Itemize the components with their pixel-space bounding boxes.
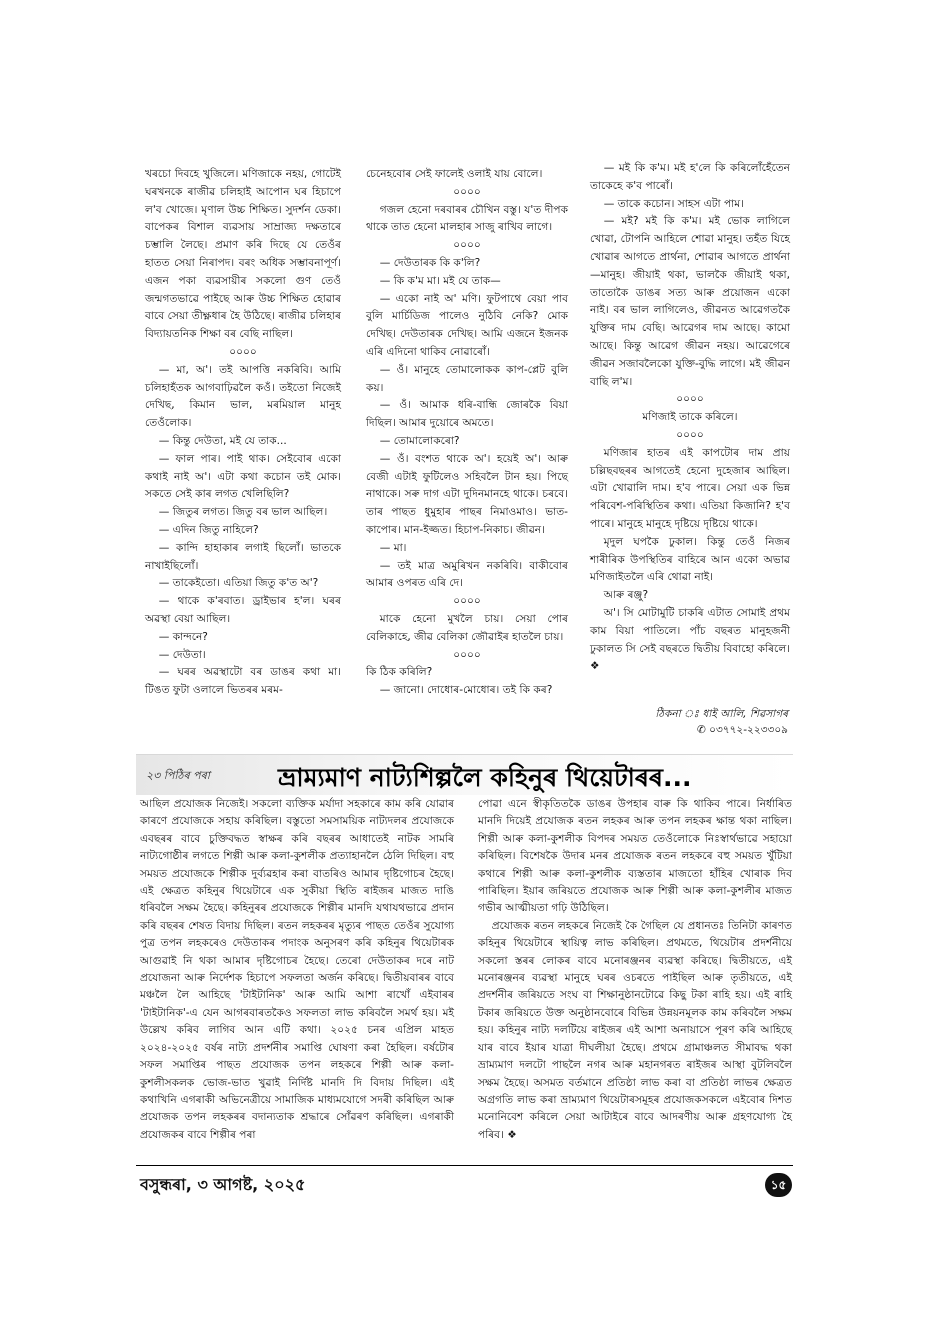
paragraph: আছিল প্ৰযোজক নিজেই। সকলো ব্যক্তিক মৰ্যাদা সহকাৰে কাম কৰি যোৱাৰ কাৰণে প্ৰযোজকে সহায় কৰিছিল। বস্তুতো সমসাময়িক নাট্যদলৰ প্ৰযোজকে এবছৰৰ বাবে চুক্তিবদ্ধত স্বাক্ষৰ কৰি বছৰৰ আধাতেই নাটক সামৰি নাট্যগোষ্ঠীৰ লগতে শিল্পী আৰু কলা-কুশলীক প্ৰত্যাহানলৈ ঠেলি দিছিল। বহু সময়ত প্ৰযোজকে শিল্পীক দুৰ্ব্যৱহাৰ কৰা বাতৰিও আমাৰ দৃষ্টিগোচৰ হৈছে। এই ক্ষেত্ৰত কহিনুৰ থিয়েটাৰে এক সুকীয়া স্থিতি ৰাইজৰ মাজত দাঙি ধৰিবলৈ সক্ষম হৈছে। কহিনুৰৰ প্ৰযোজকে শিল্পীৰ মানদি যথাযথভাৱে প্ৰদান কৰি বছৰৰ শেষত বিদায় দিছিল। ৰতন লহকৰৰ মৃত্যুৰ পাছত তেওঁৰ সুযোগ্য পুত্ৰ তপন লহকৰেও দেউতাকৰ পদাংক অনুসৰণ কৰি কহিনুৰ থিয়েটাৰক আগুৱাই নি থকা আমাৰ দৃষ্টিগোচৰ হৈছে। তেৰো দেউতাকৰ দৰে নাট প্ৰযোজনা আৰু নিৰ্দেশক হিচাপে সফলতা অৰ্জন কৰিছে। দ্বিতীয়বাৰৰ বাবে মঞ্চলৈ লৈ আহিছে 'টাইটানিক' আৰু আমি আশা ৰাখোঁ এইবাৰৰ 'টাইটানিক'-এ যেন আগৰবাৰতকৈও সফলতা লাভ কৰিবলৈ সমৰ্থ হয়। মই উল্লেখ কৰিব লাগিব আন এটি কথা। ২০২৫ চনৰ এপ্ৰিল মাহত ২০২৪-২০২৫ বৰ্ষৰ নাট্য প্ৰদৰ্শনীৰ সমাপ্তি ঘোষণা কৰা হৈছিল। বৰ্ষটোৰ সফল সমাপ্তিৰ পাছত প্ৰযোজক তপন লহকৰে শিল্পী আৰু কলা-কুশলীসকলক ভোজ-ভাত খুৱাই নিৰ্দিষ্ট মানদি দি বিদায় দিছিল। এই কথাখিনি এগৰাকী অভিনেত্ৰীয়ে সামাজিক মাধ্যমযোগে সদৰী কৰিছিল আৰু প্ৰযোজক তপন লহকৰৰ বদান্যতাক শ্ৰদ্ধাৰে সোঁৱৰণ কৰিছিল। এগৰাকী প্ৰযোজকৰ বাবে শিল্পীৰ পৰা [140,798,454,1141]
paragraph: অ'। সি মোটামুটি চাকৰি এটাত সোমাই প্ৰথম কাম বিয়া পাতিলে। পাঁচ বছৰত মানুহজনী ঢুকালত সি সেই বছৰতে দ্বিতীয় বিবাহো কৰিলে।❖ [590,606,790,673]
paragraph: — কি ক'ম মা। মই যে তাক— [379,274,501,287]
article-banner [136,754,793,795]
magazine-footer: বসুন্ধৰা, ৩ আগষ্ট, ২০২৫ [140,1175,306,1194]
paragraph: খৰচো দিবহে খুজিলে। মণিজাকে নহয়, গোটেই ঘৰখনকে ৰাজীৱ চলিহাই আপোন ঘৰ হিচাপে ল'ব খোজে। মৃণাল উচ্চ শিক্ষিত। সুদৰ্শন ডেকা। বাপেকৰ বিশাল ব্যৱসায় সাম্ৰাজ্য দক্ষতাৰে চম্ভালি লৈছে। প্ৰমাণ কৰি দিছে যে তেওঁৰ হাতত সেয়া নিৰাপদ। বৰং অধিক সম্ভাবনাপূৰ্ণ। এজন পকা ব্যৱসায়ীৰ সকলো গুণ তেওঁ জন্মগতভাৱে পাইছে আৰু উচ্চ শিক্ষিত হোৱাৰ বাবে সেয়া তীক্ষ্ণধাৰ হৈ উঠিছে। ৰাজীৱ চলিহাৰ বিদ্যায়তনিক শিক্ষা বৰ বেছি নাছিল। [145,168,341,341]
paragraph: — একো নাই অ' মণি। ফুটপাথে বেয়া পাব বুলি মাৰ্চিডিজ পালেও নুঠিবি নেকি? মোক দেখিছ। দেউতাৰক দেখিছ। আমি এজনে ইজনক এৰি এদিনো থাকিব নোৱাৰোঁ। [366,292,568,358]
paragraph: ০০০০ [676,393,704,406]
paragraph: পোৱা এনে স্বীকৃতিতকৈ ডাঙৰ উপহাৰ বাৰু কি থাকিব পাৰে। নিৰ্ধাৰিত মানদি দিয়েই প্ৰযোজক ৰতন লহকৰ আৰু তপন লহকৰ ক্ষান্ত থকা নাছিল। শিল্পী আৰু কলা-কুশলীক বিপদৰ সময়ত তেওঁলোকে নিঃস্বাৰ্থভাৱে সহায়ো কৰিছিল। বিশেষকৈ উদাৰ মনৰ প্ৰযোজক ৰতন লহকৰে বহু সময়ত খুঁটিয়া কথাৰে শিল্পী আৰু কলা-কুশলীক ব্যস্ততাৰ মাজতো হাঁহিৰ খোৰাক দিব পাৰিছিল। ইয়াৰ জৰিয়তে প্ৰযোজক আৰু শিল্পী আৰু কলা-কুশলীৰ মাজত গভীৰ আত্মীয়তা গঢ়ি উঠিছিল। [478,798,792,915]
paragraph: — ওঁ। মানুহে তোমালোকক কাপ-প্লেট বুলি কয়। [366,363,568,394]
article-column-1 [140,796,454,1144]
paragraph: — দেউতাৰক কি ক'লি? [379,256,481,269]
paragraph: — এদিন জিতু নাহিলে? [158,523,259,536]
paragraph: আৰু ৰঞ্জু? [603,589,649,602]
paragraph: — তই মাত্ৰ অমুৰিখন নকৰিবি। বাকীবোৰ আমাৰ ওপৰত এৰি দে। [366,559,568,590]
paragraph: মাকে হেনো মুখলৈ চায়। সেয়া পোৰ বেলিকাহে, জীৱ বেলিকা জৌৱাইৰ হাতলৈ চায়। [366,612,568,643]
paragraph: — কিন্তু দেউতা, মই যে তাক... [158,434,287,447]
article-column-2 [478,796,792,1144]
paragraph: ০০০০ [676,428,704,441]
paragraph: — জিতুৰ লগত। জিতু বৰ ভাল আছিল। [158,506,328,519]
page-number: ১৫ [765,1173,792,1197]
paragraph: — জানো। দোধোৰ-মোধোৰ। তই কি কৰ? [379,684,553,697]
paragraph: ০০০০ [453,239,481,252]
paragraph: — ঘৰৰ অৱস্থাটো বৰ ডাঙৰ কথা মা। টিঙত ফুটা ওলালে ভিতৰৰ মৰম- [145,666,341,697]
paragraph: — থাকে ক'ৰবাত। ড্ৰাইভাৰ হ'ল। ঘৰৰ অৱস্থা বেয়া আছিল। [145,595,341,625]
paragraph: মৃদুল ঘপকৈ ঢুকাল। কিন্তু তেওঁ নিজৰ শাৰীৰিক উপস্থিতিৰ বাহিৰে আন একো অভাৱ মণিজাইতলৈ এৰি থোৱা নাই। [590,535,790,584]
paragraph: — তোমালোকৰো? [379,434,460,447]
paragraph: চেনেহবোৰ সেই ফালেই ওলাই যায় বোলে। [366,168,543,180]
paragraph: প্ৰযোজক ৰতন লহকৰে নিজেই কৈ গৈছিল যে প্ৰধানতঃ তিনিটা কাৰণত কহিনুৰ থিয়েটাৰে স্থায়িত্ব লাভ কৰিছিল। প্ৰথমতে, থিয়েটাৰ প্ৰদৰ্শনীয়ে সকলো স্তৰৰ লোকৰ বাবে মনোৰঞ্জনৰ ব্যৱস্থা কৰিছে। দ্বিতীয়তে, এই মনোৰঞ্জনৰ ব্যৱস্থা মানুহে ঘৰৰ ওচৰতে পাইছিল আৰু তৃতীয়তে, এই প্ৰদৰ্শনীৰ জৰিয়তে সংঘ বা শিক্ষানুষ্ঠানটোৱে কিছু টকা ৰাহি হয়। এই ৰাহি টকাৰ জৰিয়তে উক্ত অনুষ্ঠানবোৰে বিভিন্ন উন্নয়নমূলক কাম কৰিবলৈ সক্ষম হয়। কহিনুৰ নাট্য দলটিয়ে ৰাইজৰ এই আশা অনায়াসে পূৰণ কৰি আহিছে যাৰ বাবে ইয়াৰ যাত্ৰা দীঘলীয়া হৈছে। প্ৰথমে গ্ৰামাঞ্চলত সীমাবদ্ধ থকা ভ্ৰাম্যমাণ দলটো পাছলৈ নগৰ আৰু মহানগৰত ৰাইজৰ আস্থা বুটলিবলৈ সক্ষম হৈছে। অসমত বৰ্তমানে প্ৰতিষ্ঠা লাভ কৰা বা প্ৰতিষ্ঠা লাভৰ ক্ষেত্ৰত অগ্ৰগতি লাভ কৰা ভ্ৰাম্যমাণ থিয়েটাৰসমূহৰ প্ৰযোজকসকলে এইবোৰ দিশত মনোনিবেশ কৰিলে সেয়া আটাইৰে বাবে আদৰণীয় আৰু গ্ৰহণযোগ্য হৈ পৰিব। ❖ [478,919,792,1141]
paragraph: — মা, অ'। তই আপত্তি নকৰিবি। আমি চলিহাহঁতক আগবাঢ়িৱলৈ কওঁ। তইতো নিজেই দেখিছ, কিমান ভাল, মৰমিয়াল মানুহ তেওঁলোক। [145,363,341,430]
author-address [590,706,788,738]
footer-divider [136,1165,793,1166]
paragraph: — মই? মই কি ক'ম। মই ভোক লাগিলে খোৱা, টোপনি আহিলে শোৱা মানুহ। তহঁত যিহে খোৱাৰ আগতে প্ৰাৰ্থনা, শোৱাৰ আগতে প্ৰাৰ্থনা—মানুহ। জীয়াই থকা, ভালকৈ জীয়াই থকা, তাতোকৈ ডাঙৰ সত্য আৰু প্ৰয়োজন একো নাই। বৰ ভাল লাগিলেও, জীৱনত আৱেগতকৈ যুক্তিৰ দাম বেছি। আৱেগৰ দাম আছে। কামো আছে। কিন্তু আৱেগ জীৱন নহয়। আৱেগেৰে জীৱন সজাবলৈকো যুক্তি-বুদ্ধি লাগে। মই জীৱন বাছি ল'ম। [590,215,790,388]
paragraph: — মই কি ক'ম। মই হ'লে কি কৰিলোঁহেঁতেন তাকেহে ক'ব পাৰোঁ। [590,162,790,192]
paragraph: — ওঁ। আমাক ধৰি-বান্ধি জোৰকৈ বিয়া দিছিল। আমাৰ দুয়োৰে অমতে। [366,399,568,430]
paragraph: — তাকে কচোন। সাহস এটা পাম। [603,197,744,210]
paragraph: — ওঁ। বংশত থাকে অ'। হয়েই অ'। আৰু বেজী এটাই ফুটিলেও সহিবলৈ টান হয়। পিছে নাথাকে। সৰু দাগ এটা দুদিনমানহে থাকে। চৰবে। তাৰ পাছত ধুমুহাৰ পাছৰ নিমাওমাও। ভাত-কাপোৰ। মান-ইজ্জত। হিচাপ-নিকাচ। জীৱন। [366,452,568,536]
paragraph: ০০০০ [229,345,257,358]
paragraph: ০০০০ [453,648,481,661]
paragraph: মণিজাৰ হাতৰ এই কাপটোৰ দাম প্ৰায় চল্লিছবছৰৰ আগতেই হেনো দুহেজাৰ আছিল। এটা খোৱালি দাম। হ'ব পাৰে। সেয়া এক ভিন্ন পৰিবেশ-পৰিস্থিতিৰ কথা। এতিয়া কিজানি? হ'ব পাৰে। মানুহে মানুহে দৃষ্টিয়ে দৃষ্টিয়ে থাকে। [590,446,790,530]
paragraph: ০০০০ [453,185,481,198]
phone-number: ✆ ০৩৭৭২-২২৩৩০৯ [696,724,788,736]
paragraph: গজল হেনো দৰবাৰৰ চৌখিন বস্তু। য'ত দীপক থাকে তাত হেনো মালহাৰ সাজু ৰাখিব লাগে। [366,203,568,234]
paragraph: মণিজাই তাকে কৰিলে। [642,411,738,424]
article-title: ভ্ৰাম্যমাণ নাট্যশিল্পলৈ কহিনুৰ থিয়েটাৰৰ... [278,763,692,792]
address-line: ঠিকনা ঃ ধাই আলি, শিৱসাগৰ [655,708,788,720]
story-column-2 [366,166,568,700]
paragraph: — তাকেইতো। এতিয়া জিতু ক'ত অ'? [158,577,319,590]
paragraph: — কান্দনে? [158,630,208,643]
paragraph: — দেউতা। [158,648,206,661]
paragraph: — মা। [379,541,407,554]
continued-from-label: ২৩ পিঠিৰ পৰা [146,769,210,782]
paragraph: ০০০০ [453,595,481,608]
story-column-1 [145,166,341,700]
paragraph: কি ঠিক কৰিলি? [366,666,433,679]
paragraph: — ফাল পাৰ। পাই থাক। সেইবোৰ একো কথাই নাই অ'। এটা কথা কচোন তই মোক। সকতে সেই কাৰ লগত খেলিছিলি? [145,452,341,501]
paragraph: — কান্দি হাহাকাৰ লগাই ছিলোঁ। ভাতকে নাখাইছিলোঁ। [145,541,341,572]
story-column-3 [590,160,790,676]
